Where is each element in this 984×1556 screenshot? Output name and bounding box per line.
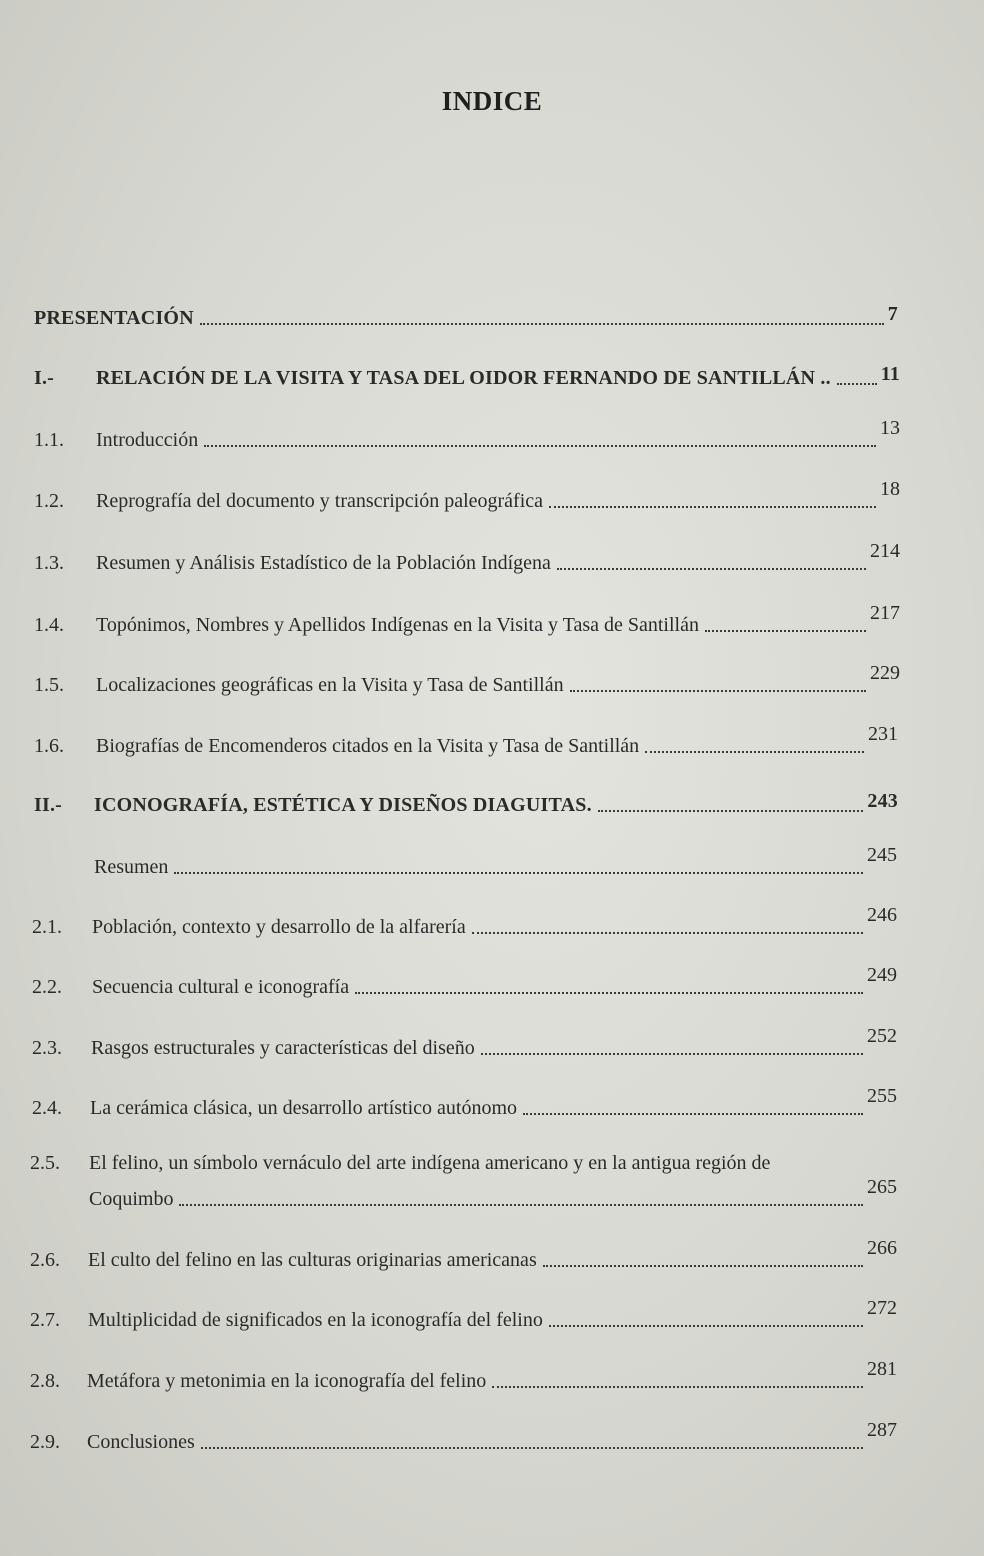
dot-leader: [705, 630, 866, 632]
dot-leader: [549, 1325, 863, 1327]
toc-entry-title: Rasgos estructurales y características del diseño: [91, 1037, 475, 1059]
toc-entry-title: Metáfora y metonimia en la iconografía del felino: [87, 1370, 487, 1392]
toc-entry-number: 1.2.: [34, 490, 64, 512]
dot-leader: [204, 445, 876, 447]
page-title: INDICE: [441, 86, 543, 116]
dot-leader: [549, 506, 876, 508]
toc-entry-page-number: 245: [867, 844, 897, 866]
dot-leader: [645, 751, 864, 753]
dot-leader: [837, 383, 877, 385]
toc-entry-page-number: 18: [880, 478, 900, 500]
toc-entry-number: 2.7.: [30, 1309, 60, 1331]
toc-entry-page-number: 281: [867, 1358, 897, 1380]
toc-entry-number: 1.6.: [34, 735, 64, 757]
toc-entry-page-number: 7: [887, 303, 898, 325]
toc-entry-number: 2.4.: [32, 1097, 62, 1119]
toc-entry-page-number: 255: [867, 1085, 897, 1107]
toc-entry-title: Coquimbo: [89, 1188, 174, 1210]
toc-entry-title: Topónimos, Nombres y Apellidos Indígenas en la Visita y Tasa de Santillán: [96, 614, 699, 636]
toc-entry-number: 1.1.: [34, 429, 64, 451]
toc-entry-title: Biografías de Encomenderos citados en la Visita y Tasa de Santillán: [96, 735, 640, 757]
toc-entry-title: Resumen y Análisis Estadístico de la Población Indígena: [96, 552, 551, 574]
dot-leader: [543, 1265, 863, 1267]
toc-entry-page-number: 13: [880, 417, 900, 439]
toc-entry-title: Localizaciones geográficas en la Visita y Tasa de Santillán: [96, 674, 564, 696]
toc-entry-title: PRESENTACIÓN: [34, 307, 194, 329]
toc-entry-title: Conclusiones: [87, 1431, 195, 1453]
dot-leader: [201, 1447, 863, 1449]
dot-leader: [481, 1053, 863, 1055]
toc-entry-page-number: 214: [870, 540, 900, 562]
toc-entry-number: 2.5.: [30, 1152, 60, 1174]
toc-entry-number: 2.8.: [30, 1370, 60, 1392]
dot-leader: [174, 872, 863, 874]
toc-entry-number: 2.3.: [32, 1037, 62, 1059]
toc-entry-title: Resumen: [94, 856, 169, 878]
toc-entry-page-number: 287: [867, 1419, 897, 1441]
toc-entry-number: I.-: [34, 367, 55, 389]
dot-leader: [598, 810, 864, 812]
toc-entry-title: El culto del felino en las culturas originarias americanas: [88, 1249, 537, 1271]
toc-entry-title-line: El felino, un símbolo vernáculo del arte indígena americano y en la antigua región de: [89, 1152, 771, 1174]
toc-entry-number: 2.6.: [30, 1249, 60, 1271]
toc-entry-page-number: 252: [867, 1025, 897, 1047]
toc-entry-title: Introducción: [96, 429, 199, 451]
dot-leader: [472, 932, 863, 934]
toc-entry-page-number: 11: [880, 363, 900, 385]
dot-leader: [200, 323, 884, 325]
toc-entry-title: Población, contexto y desarrollo de la alfarería: [92, 916, 466, 938]
toc-entry-number: 1.3.: [34, 552, 64, 574]
toc-entry-number: 2.9.: [30, 1431, 60, 1453]
toc-entry-title: RELACIÓN DE LA VISITA Y TASA DEL OIDOR FERNANDO DE SANTILLÁN ..: [96, 367, 831, 389]
dot-leader: [557, 568, 866, 570]
toc-entry-number: 2.2.: [32, 976, 62, 998]
toc-entry-title: La cerámica clásica, un desarrollo artístico autónomo: [90, 1097, 518, 1119]
toc-entry-page-number: 272: [867, 1297, 897, 1319]
toc-entry-number: 1.5.: [34, 674, 64, 696]
toc-entry-page-number: 217: [870, 602, 900, 624]
toc-entry-title: Reprografía del documento y transcripción paleográfica: [96, 490, 544, 512]
toc-entry-page-number: 243: [867, 790, 898, 812]
toc-entry-page-number: 246: [867, 904, 897, 926]
dot-leader: [523, 1113, 863, 1115]
toc-entry-page-number: 265: [867, 1176, 897, 1198]
dot-leader: [179, 1204, 863, 1206]
toc-entry-number: II.-: [34, 794, 63, 816]
toc-entry-number: 2.1.: [32, 916, 62, 938]
toc-entry-number: 1.4.: [34, 614, 64, 636]
toc-entry-title: Secuencia cultural e iconografía: [92, 976, 350, 998]
toc-entry-title: Multiplicidad de significados en la iconografía del felino: [88, 1309, 543, 1331]
dot-leader: [355, 992, 863, 994]
toc-entry-page-number: 231: [868, 723, 898, 745]
toc-entry-page-number: 249: [867, 964, 897, 986]
dot-leader: [570, 690, 866, 692]
toc-entry-page-number: 229: [870, 662, 900, 684]
toc-entry-page-number: 266: [867, 1237, 897, 1259]
toc-entry-title: ICONOGRAFÍA, ESTÉTICA Y DISEÑOS DIAGUITAS.: [94, 794, 592, 816]
dot-leader: [492, 1386, 863, 1388]
